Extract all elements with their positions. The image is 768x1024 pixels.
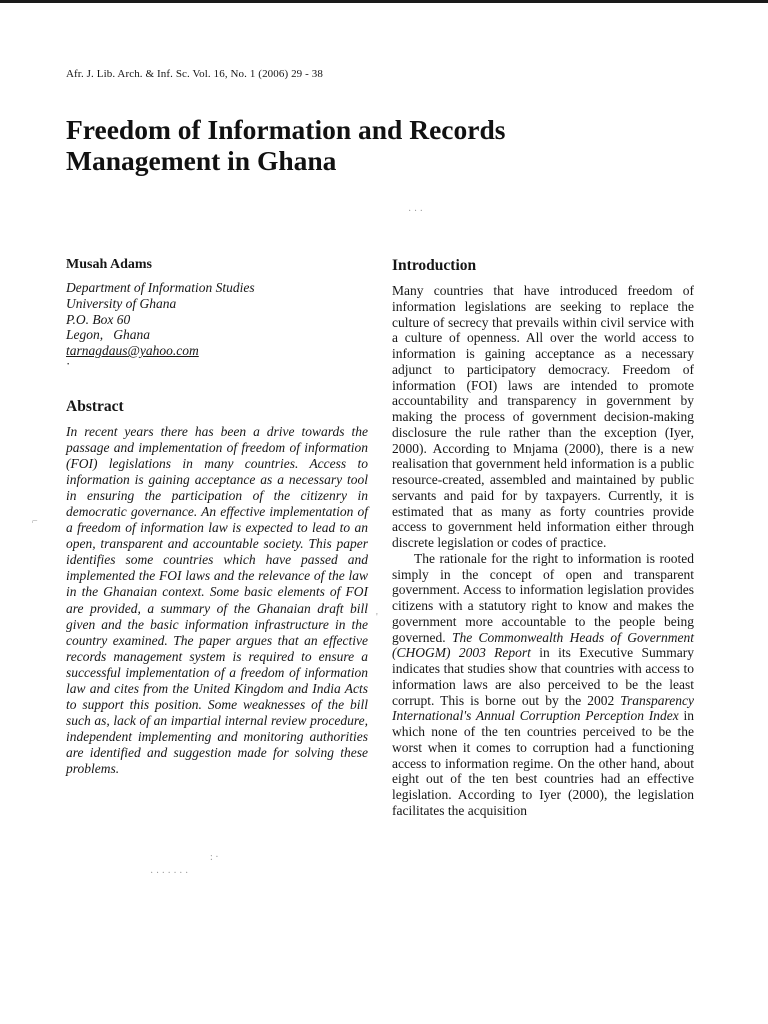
left-column [66, 256, 368, 777]
affiliation-city: Legon, Ghana [66, 327, 150, 343]
page-top-border [0, 0, 768, 3]
abstract-text: In recent years there has been a drive towards the passage and implementation of freedom of information (FOI) legislations in many countries. Access to information is gaining acceptance as a necessary tool in ensuring the participation of the citizenry in democratic governance. An effective implementation of a freedom of information law is expected to lead to an open, transparent and accountable society. This paper identifies some countries which have passed and implemented the FOI laws and the relevance of the law in the Ghanaian context. Some basic elements of FOI are provided, a summary of the Ghanaian draft bill given and the basic information infrastructure in the country examined. The paper argues that an effective records management system is required to ensure a successful implementation of a freedom of information law and cites from the United Kingdom and India Acts to support this position. Some weaknesses of the bill such as, lack of an impartial internal review procedure, independent implementing and monitoring authorities are identified and suggestion made for solving these problems. [66, 423, 368, 776]
scan-speck: · · · · · · · [150, 868, 189, 879]
paragraph-2-text-1: The rationale for the right to information is rooted simply in the concept of open and transparent government. Access to information legislation provides citizens with a statutory right to know and makes the government more accountable to the people being governed. [392, 550, 694, 645]
chogm-report-citation: The Commonwealth Heads of Government (CHOGM) 2003 Report [392, 629, 694, 661]
author-email: tarnagdaus@yahoo.com [66, 343, 199, 359]
scan-speck: ⌐ [32, 516, 38, 527]
affiliation-po-box: P.O. Box 60 [66, 311, 131, 327]
paragraph-2-text-2: in its Executive Summary indicates that studies show that countries with access to information laws are also perceived to be the least corrupt. This is borne out by the 2002 [392, 645, 695, 708]
right-column [392, 256, 694, 819]
affiliation-department: Department of Information Studies [66, 280, 255, 295]
introduction-paragraph-1: Many countries that have introduced freedom of information legislations are seeking to replace the culture of secrecy that prevails within civil service with a culture of openness. All over the world access to information is gaining acceptance as a necessary adjunct to participatory democracy. Freedom of information (FOI) laws are intended to promote accountability and transparency in government by making the process of government decision-making disclosure the rule rather than the exception (Iyer, 2000). According to Mnjama (2000), there is a new realisation that government held information is a public resource-created, assembled and maintained by public servants and paid for by taxpayers. Currently, it is estimated that as many as forty countries provide access to government held information either through discrete legislation or codes of practice. [392, 283, 694, 550]
scan-speck: · · · [408, 206, 423, 217]
paragraph-2-text-3: in which none of the ten countries perceived to be the worst when it comes to corruption had a functioning access to information regime. On the other hand, about eight out of the ten best countries had an effective legislation. According to Iyer (2000), the legislation facilitates the acquisition [392, 708, 694, 818]
journal-citation: Afr. J. Lib. Arch. & Inf. Sc. Vol. 16, No. 1 (2006) 29 - 38 [66, 68, 323, 80]
introduction-paragraph-2 [392, 551, 694, 819]
transparency-index-citation: Transparency International's Annual Corruption Perception Index [392, 692, 694, 724]
author-name: Musah Adams [66, 257, 152, 272]
affiliation-university: University of Ghana [66, 295, 177, 311]
scan-speck: : · [210, 852, 219, 863]
abstract-heading: Abstract [66, 397, 124, 415]
introduction-heading: Introduction [392, 257, 477, 274]
scan-speck: ' [376, 612, 378, 623]
paper-title: Freedom of Information and Records Management in Ghana [66, 114, 506, 176]
scan-speck: · [66, 355, 71, 371]
